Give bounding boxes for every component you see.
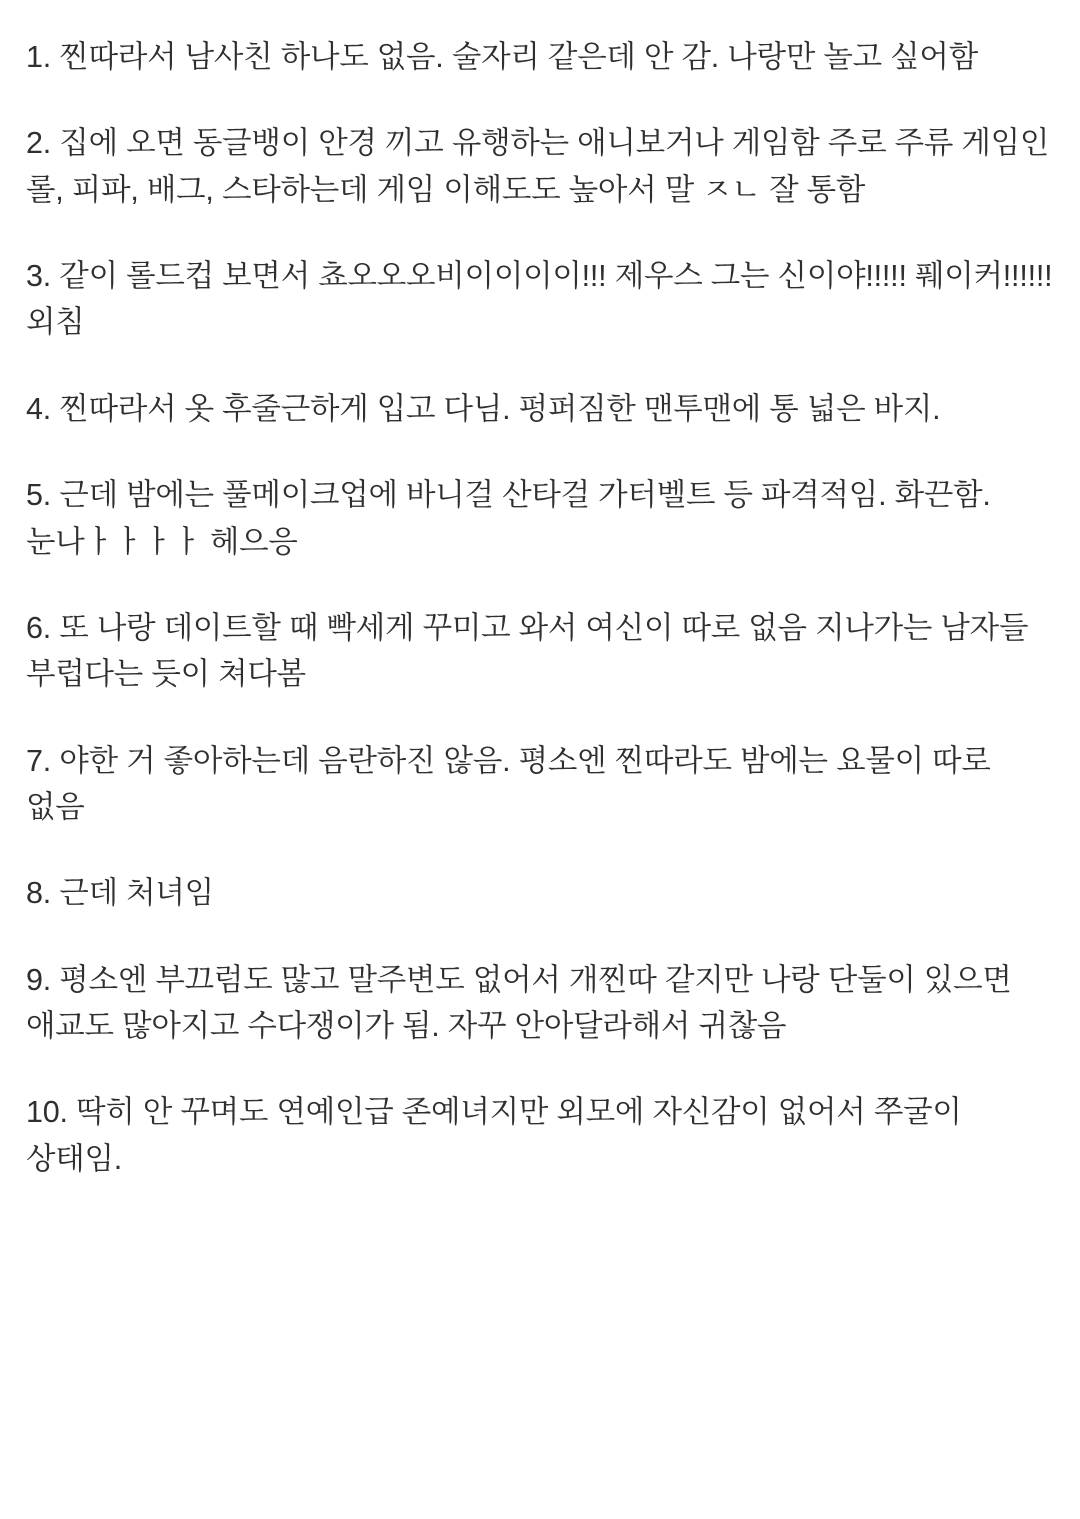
list-item: 7. 야한 거 좋아하는데 음란하진 않음. 평소엔 찐따라도 밤에는 요물이 따로 없음 [26, 743, 991, 824]
list-item: 9. 평소엔 부끄럼도 많고 말주변도 없어서 개찐따 같지만 나랑 단둘이 있으면 애교도 많아지고 수다쟁이가 됨. 자꾸 안아달라해서 귀찮음 [26, 962, 1012, 1044]
list-item: 6. 또 나랑 데이트할 때 빡세게 꾸미고 와서 여신이 따로 없음 지나가는 남자들 부럽다는 듯이 쳐다봄 [26, 610, 1029, 692]
list-item: 1. 찐따라서 남사친 하나도 없음. 술자리 같은데 안 감. 나랑만 놀고 싶어함 [26, 40, 978, 74]
list-item: 3. 같이 롤드컵 보면서 쵸오오오비이이이이!!! 제우스 그는 신이야!!!!! 풰이커!!!!!! 외침 [26, 259, 1053, 340]
list-item: 4. 찐따라서 옷 후줄근하게 입고 다님. 펑퍼짐한 맨투맨에 통 넓은 바지. [26, 391, 941, 426]
list-item: 10. 딱히 안 꾸며도 연예인급 존예녀지만 외모에 자신감이 없어서 쭈굴이 상태임. [26, 1095, 962, 1176]
list-item: 2. 집에 오면 동글뱅이 안경 끼고 유행하는 애니보거나 게임함 주로 주류 게임인 롤, 피파, 배그, 스타하는데 게임 이해도도 높아서 말 ㅈㄴ 잘 통함 [26, 126, 1050, 207]
list-item: 8. 근데 처녀임 [26, 876, 214, 911]
list-item: 5. 근데 밤에는 풀메이크업에 바니걸 산타걸 가터벨트 등 파격적임. 화끈함. 눈나ㅏㅏㅏㅏ 헤으응 [26, 478, 991, 559]
